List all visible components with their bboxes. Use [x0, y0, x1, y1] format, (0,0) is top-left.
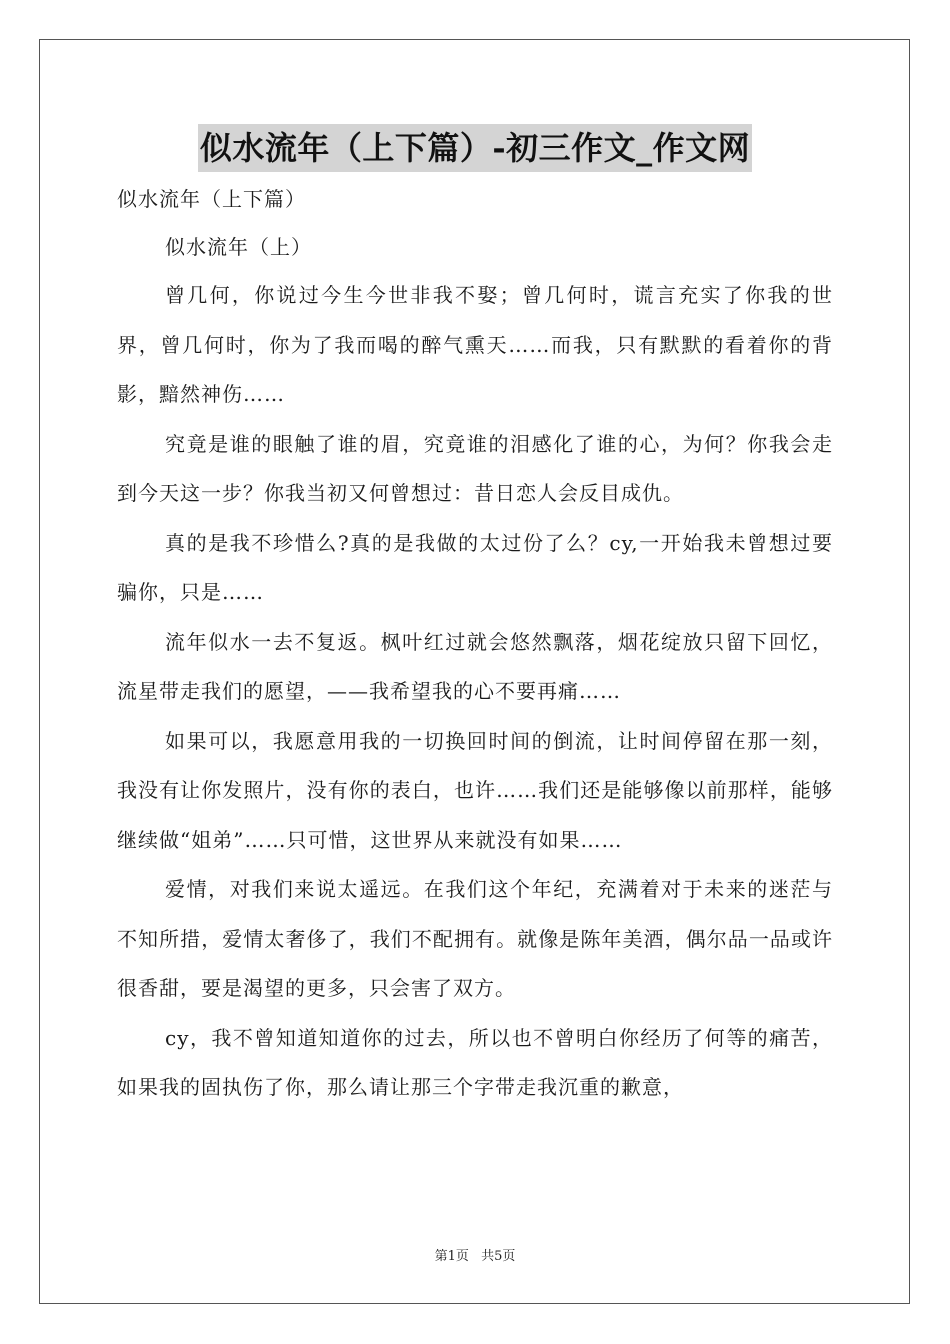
paragraph-1: 曾几何，你说过今生今世非我不娶；曾几何时，谎言充实了你我的世界，曾几何时，你为了我而喝的醉气熏天……而我，只有默默的看着你的背影，黯然神伤…… [117, 283, 833, 406]
page-number: 第1页 [434, 1249, 469, 1264]
paragraph-2: 究竟是谁的眼触了谁的眉，究竟谁的泪感化了谁的心，为何？你我会走到今天这一步？你我当初又何曾想过：昔日恋人会反目成仇。 [117, 431, 833, 505]
document-subtitle: 似水流年（上下篇） [117, 187, 306, 211]
paragraph-4: 流年似水一去不复返。枫叶红过就会悠然飘落，烟花绽放只留下回忆，流星带走我们的愿望，——我希望我的心不要再痛…… [117, 629, 833, 703]
page-footer [0, 1245, 950, 1264]
page-total: 共5页 [481, 1249, 516, 1264]
paragraph-6: 爱情，对我们来说太遥远。在我们这个年纪，充满着对于未来的迷茫与不知所措，爱情太奢侈了，我们不配拥有。就像是陈年美酒，偶尔品一品或许很香甜，要是渴望的更多，只会害了双方。 [117, 877, 833, 1000]
paragraph-5: 如果可以，我愿意用我的一切换回时间的倒流，让时间停留在那一刻，我没有让你发照片，没有你的表白，也许……我们还是能够像以前那样，能够继续做“姐弟”……只可惜，这世界从来就没有如果…… [117, 728, 833, 852]
paragraph-7: cy，我不曾知道知道你的过去，所以也不曾明白你经历了何等的痛苦，如果我的固执伤了你，那么请让那三个字带走我沉重的歉意， [117, 1025, 833, 1099]
paragraph-3: 真的是我不珍惜么?真的是我做的太过份了么？cy,一开始我未曾想过要骗你，只是…… [117, 530, 833, 604]
title-container [0, 124, 950, 172]
document-body [117, 175, 833, 1113]
section-heading: 似水流年（上） [165, 235, 312, 259]
document-title: 似水流年（上下篇）-初三作文_作文网 [198, 124, 752, 172]
